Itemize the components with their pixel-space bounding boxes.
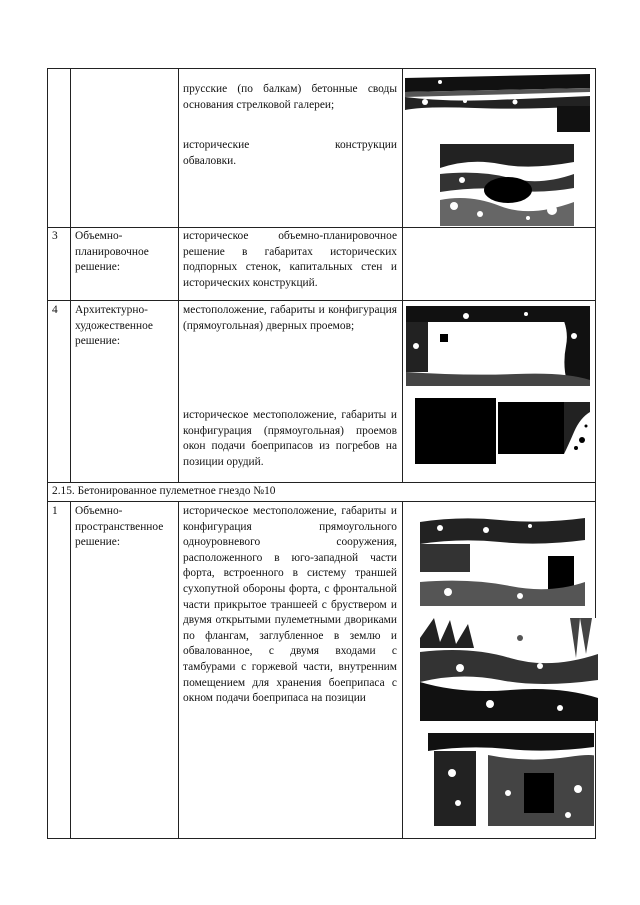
row-number: 4 xyxy=(52,304,58,316)
doorway-photo xyxy=(406,306,590,386)
row-divider xyxy=(47,227,596,228)
row-name: Объемно-пространственное решение: xyxy=(75,505,164,549)
table-top-border xyxy=(47,68,596,69)
row-number: 3 xyxy=(52,230,58,242)
trench-photo xyxy=(420,618,598,721)
column-divider xyxy=(70,501,71,839)
column-divider xyxy=(402,501,403,839)
table-bottom-border xyxy=(47,838,596,839)
vault-photo xyxy=(405,70,590,132)
column-divider xyxy=(402,68,403,483)
entrance-photo xyxy=(428,733,594,826)
column-divider xyxy=(178,501,179,839)
row-divider xyxy=(47,482,596,483)
table-right-border xyxy=(595,68,596,839)
window-opening-photo xyxy=(415,398,496,464)
table-left-border xyxy=(47,68,48,839)
column-divider xyxy=(70,68,71,483)
column-divider xyxy=(178,68,179,483)
feature-text: обваловки. xyxy=(183,155,237,167)
feature-text: историческое местоположение, габариты и конфигурация прямоугольного одноуровневого сооружения, расположенного в юго-западной части форта, встроенного в систему траншей сухопутной обороны форта, с фронтальной части прикрытое траншеей с бруствером и двумя открытыми пулеметными двориками по флангам, заглубленное в землю и обвалованное, с двумя входами с тамбурами с горжевой части, внутренним помещением для хранения боеприпаса с окном подачи боеприпаса на позиции xyxy=(183,505,397,705)
row-number: 1 xyxy=(52,505,58,517)
feature-text: историческое объемно-планировочное решение в габаритах исторических подпорных стенок, капитальных стен и исторических конструкций. xyxy=(183,230,397,289)
feature-text: историческое местоположение, габариты и конфигурация (прямоугольная) проемов окон подачи боеприпасов из погребов на позиции орудий. xyxy=(183,409,397,468)
row-divider xyxy=(47,501,596,502)
embrasure-photo xyxy=(498,402,590,456)
earthwork-photo xyxy=(440,144,574,226)
section-title: 2.15. Бетонированное пулеметное гнездо №10 xyxy=(52,485,276,497)
feature-text: исторические конструкции xyxy=(183,139,397,151)
row-name: Архитектурно-художественное решение: xyxy=(75,304,153,348)
row-divider xyxy=(47,300,596,301)
row-name: Объемно-планировочное решение: xyxy=(75,230,149,274)
feature-text: местоположение, габариты и конфигурация (прямоугольная) дверных проемов; xyxy=(183,304,397,332)
gun-nest-photo xyxy=(420,512,585,606)
feature-text: прусские (по балкам) бетонные своды основания стрелковой галереи; xyxy=(183,83,397,111)
